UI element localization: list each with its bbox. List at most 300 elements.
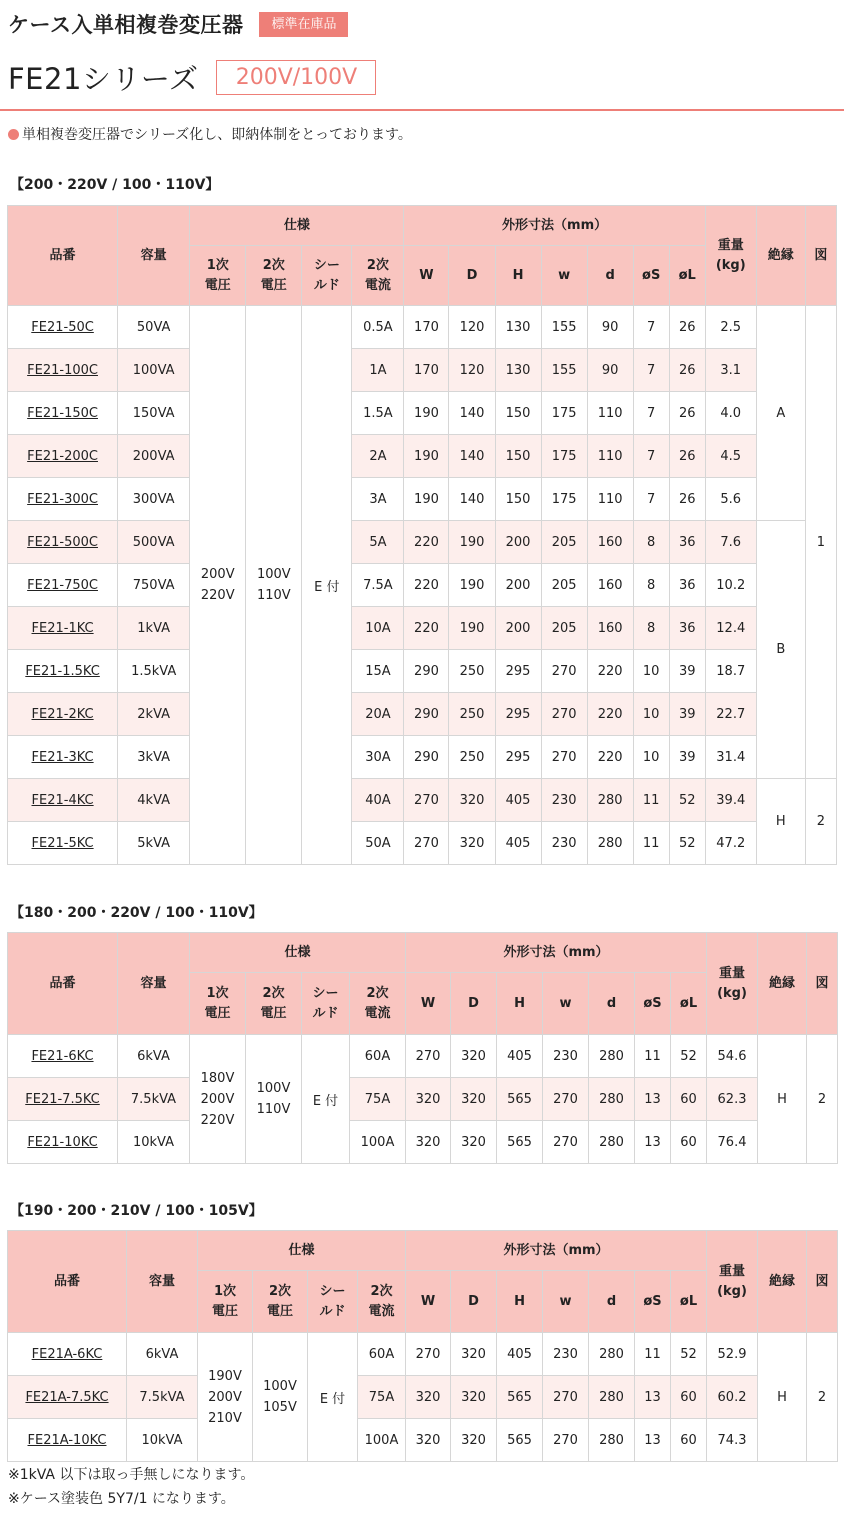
primary-voltage-cell: 200V 220V [190, 306, 246, 865]
weight-cell: 18.7 [705, 650, 756, 693]
capacity-cell: 1.5kVA [118, 650, 190, 693]
dim-W-cell: 320 [406, 1078, 451, 1121]
weight-cell: 4.5 [705, 435, 756, 478]
series-name: FE21シリーズ [8, 61, 199, 96]
title-row [8, 10, 348, 38]
dim-w-cell: 270 [543, 1419, 589, 1462]
dim-phi-s-cell: 10 [633, 736, 669, 779]
dim-W-cell: 290 [404, 693, 449, 736]
header-part-number: 品番 [8, 206, 118, 306]
current-cell: 0.5A [352, 306, 404, 349]
weight-cell: 39.4 [705, 779, 756, 822]
dim-D-cell: 320 [449, 822, 495, 865]
shield-cell: E 付 [308, 1333, 358, 1462]
dim-phi-l-cell: 26 [669, 306, 705, 349]
header-shield: シー ルド [302, 246, 352, 306]
header-H: H [497, 1271, 543, 1333]
header-D: D [451, 1271, 497, 1333]
dim-D-cell: 120 [449, 306, 495, 349]
table-row [8, 521, 837, 564]
capacity-cell: 4kVA [118, 779, 190, 822]
capacity-cell: 7.5kVA [127, 1376, 198, 1419]
bullet-dot-icon [8, 129, 19, 140]
header-shield: シー ルド [308, 1271, 358, 1333]
table-row [8, 1035, 838, 1078]
capacity-cell: 150VA [118, 392, 190, 435]
dim-w-cell: 270 [541, 736, 587, 779]
dim-w-cell: 230 [543, 1333, 589, 1376]
header-phi-l: øL [671, 973, 707, 1035]
dim-d-cell: 280 [589, 1078, 635, 1121]
dim-d-cell: 90 [587, 349, 633, 392]
part-number-link[interactable]: FE21-6KC [8, 1035, 118, 1078]
section-title-3: 【190・200・210V / 100・105V】 [10, 1203, 263, 1219]
header-phi-l: øL [669, 246, 705, 306]
dim-H-cell: 405 [495, 779, 541, 822]
dim-D-cell: 250 [449, 650, 495, 693]
dim-D-cell: 320 [451, 1035, 497, 1078]
section-title-1: 【200・220V / 100・110V】 [10, 177, 220, 193]
dim-D-cell: 190 [449, 521, 495, 564]
dim-phi-l-cell: 52 [671, 1333, 707, 1376]
dim-phi-l-cell: 60 [671, 1121, 707, 1164]
part-number-link[interactable]: FE21-300C [8, 478, 118, 521]
header-secondary-voltage: 2次 電圧 [253, 1271, 308, 1333]
dim-phi-l-cell: 36 [669, 564, 705, 607]
header-W: W [406, 1271, 451, 1333]
dim-phi-l-cell: 39 [669, 650, 705, 693]
table-row [8, 1376, 838, 1419]
dim-d-cell: 280 [587, 779, 633, 822]
primary-voltage-cell: 190V 200V 210V [198, 1333, 253, 1462]
dim-W-cell: 170 [404, 306, 449, 349]
dim-d-cell: 90 [587, 306, 633, 349]
intro-text: 単相複巻変圧器でシリーズ化し、即納体制をとっております。 [22, 127, 412, 143]
weight-cell: 10.2 [705, 564, 756, 607]
dim-phi-s-cell: 8 [633, 521, 669, 564]
weight-cell: 74.3 [707, 1419, 758, 1462]
insulation-cell: H [758, 1333, 807, 1462]
dim-phi-s-cell: 13 [635, 1121, 671, 1164]
dim-phi-l-cell: 36 [669, 521, 705, 564]
dim-D-cell: 320 [451, 1078, 497, 1121]
capacity-cell: 300VA [118, 478, 190, 521]
spec-table-1 [7, 205, 837, 865]
table-row [8, 779, 837, 822]
weight-cell: 47.2 [705, 822, 756, 865]
dim-W-cell: 220 [404, 607, 449, 650]
header-secondary-current: 2次 電流 [352, 246, 404, 306]
dim-d-cell: 110 [587, 392, 633, 435]
part-number-link[interactable]: FE21A-7.5KC [8, 1376, 127, 1419]
dim-W-cell: 170 [404, 349, 449, 392]
dim-d-cell: 280 [589, 1419, 635, 1462]
header-secondary-voltage: 2次 電圧 [246, 246, 302, 306]
dim-phi-s-cell: 8 [633, 564, 669, 607]
dim-w-cell: 230 [543, 1035, 589, 1078]
shield-cell: E 付 [302, 1035, 350, 1164]
dim-d-cell: 160 [587, 564, 633, 607]
dim-phi-s-cell: 7 [633, 478, 669, 521]
current-cell: 50A [352, 822, 404, 865]
current-cell: 3A [352, 478, 404, 521]
dim-w-cell: 270 [543, 1376, 589, 1419]
header-weight: 重量 (kg) [705, 206, 756, 306]
capacity-cell: 100VA [118, 349, 190, 392]
dim-phi-l-cell: 60 [671, 1078, 707, 1121]
current-cell: 75A [358, 1376, 406, 1419]
note-1: ※1kVA 以下は取っ手無しになります。 [8, 1467, 255, 1483]
table-row [8, 392, 837, 435]
table-row [8, 1419, 838, 1462]
dim-w-cell: 155 [541, 306, 587, 349]
divider [0, 109, 844, 111]
dim-W-cell: 220 [404, 521, 449, 564]
dim-H-cell: 200 [495, 607, 541, 650]
dim-D-cell: 140 [449, 435, 495, 478]
table-row [8, 607, 837, 650]
table-row [8, 306, 837, 349]
dim-d-cell: 220 [587, 650, 633, 693]
dim-w-cell: 205 [541, 521, 587, 564]
dim-w-cell: 270 [543, 1078, 589, 1121]
dim-w-cell: 270 [541, 693, 587, 736]
dim-phi-s-cell: 13 [635, 1419, 671, 1462]
insulation-cell: H [758, 1035, 807, 1164]
part-number-link[interactable]: FE21-200C [8, 435, 118, 478]
dim-H-cell: 565 [497, 1121, 543, 1164]
dim-D-cell: 190 [449, 607, 495, 650]
dim-phi-s-cell: 11 [633, 779, 669, 822]
dim-H-cell: 565 [497, 1078, 543, 1121]
table-row [8, 349, 837, 392]
insulation-cell: H [756, 779, 805, 865]
header-phi-l: øL [671, 1271, 707, 1333]
current-cell: 100A [350, 1121, 406, 1164]
current-cell: 1.5A [352, 392, 404, 435]
shield-cell: E 付 [302, 306, 352, 865]
spec-table-3 [7, 1230, 838, 1462]
dim-phi-l-cell: 26 [669, 349, 705, 392]
weight-cell: 5.6 [705, 478, 756, 521]
note-2: ※ケース塗装色 5Y7/1 になります。 [8, 1491, 235, 1507]
header-spec: 仕様 [198, 1231, 406, 1271]
current-cell: 5A [352, 521, 404, 564]
current-cell: 7.5A [352, 564, 404, 607]
dim-D-cell: 320 [451, 1419, 497, 1462]
dim-H-cell: 130 [495, 306, 541, 349]
dim-D-cell: 320 [451, 1121, 497, 1164]
dim-w-cell: 205 [541, 607, 587, 650]
current-cell: 40A [352, 779, 404, 822]
dim-H-cell: 130 [495, 349, 541, 392]
part-number-link[interactable]: FE21-1KC [8, 607, 118, 650]
part-number-link[interactable]: FE21-750C [8, 564, 118, 607]
capacity-cell: 200VA [118, 435, 190, 478]
dim-phi-s-cell: 7 [633, 306, 669, 349]
dim-phi-s-cell: 11 [633, 822, 669, 865]
dim-phi-l-cell: 60 [671, 1376, 707, 1419]
part-number-link[interactable]: FE21-1.5KC [8, 650, 118, 693]
dim-H-cell: 200 [495, 564, 541, 607]
part-number-link[interactable]: FE21-10KC [8, 1121, 118, 1164]
header-capacity: 容量 [118, 933, 190, 1035]
weight-cell: 31.4 [705, 736, 756, 779]
dim-d-cell: 160 [587, 521, 633, 564]
intro [8, 124, 412, 144]
header-D: D [449, 246, 495, 306]
header-part-number: 品番 [8, 1231, 127, 1333]
capacity-cell: 50VA [118, 306, 190, 349]
header-primary-voltage: 1次 電圧 [198, 1271, 253, 1333]
dim-phi-l-cell: 26 [669, 392, 705, 435]
dim-phi-s-cell: 13 [635, 1376, 671, 1419]
dim-W-cell: 320 [406, 1376, 451, 1419]
dim-W-cell: 220 [404, 564, 449, 607]
dim-D-cell: 140 [449, 478, 495, 521]
part-number-link[interactable]: FE21-5KC [8, 822, 118, 865]
table-row [8, 1078, 838, 1121]
capacity-cell: 2kVA [118, 693, 190, 736]
dim-d-cell: 220 [587, 693, 633, 736]
header-dimensions: 外形寸法（mm） [406, 933, 707, 973]
weight-cell: 3.1 [705, 349, 756, 392]
dim-w-cell: 205 [541, 564, 587, 607]
dim-phi-s-cell: 11 [635, 1035, 671, 1078]
dim-phi-s-cell: 7 [633, 349, 669, 392]
weight-cell: 7.6 [705, 521, 756, 564]
dim-W-cell: 270 [406, 1333, 451, 1376]
dim-w-cell: 155 [541, 349, 587, 392]
voltage-label: 200V/100V [216, 60, 376, 95]
part-number-link[interactable]: FE21A-6KC [8, 1333, 127, 1376]
header-figure: 図 [805, 206, 836, 306]
current-cell: 30A [352, 736, 404, 779]
dim-W-cell: 270 [404, 779, 449, 822]
dim-phi-l-cell: 36 [669, 607, 705, 650]
dim-phi-l-cell: 60 [671, 1419, 707, 1462]
dim-phi-s-cell: 13 [635, 1078, 671, 1121]
header-dimensions: 外形寸法（mm） [404, 206, 705, 246]
header-shield: シー ルド [302, 973, 350, 1035]
current-cell: 1A [352, 349, 404, 392]
capacity-cell: 10kVA [118, 1121, 190, 1164]
header-H: H [495, 246, 541, 306]
secondary-voltage-cell: 100V 110V [246, 306, 302, 865]
dim-W-cell: 270 [404, 822, 449, 865]
dim-d-cell: 280 [589, 1376, 635, 1419]
dim-w-cell: 230 [541, 822, 587, 865]
capacity-cell: 5kVA [118, 822, 190, 865]
dim-W-cell: 320 [406, 1121, 451, 1164]
weight-cell: 2.5 [705, 306, 756, 349]
dim-phi-l-cell: 26 [669, 478, 705, 521]
dim-D-cell: 140 [449, 392, 495, 435]
dim-W-cell: 290 [404, 650, 449, 693]
part-number-link[interactable]: FE21-500C [8, 521, 118, 564]
dim-H-cell: 405 [497, 1333, 543, 1376]
secondary-voltage-cell: 100V 110V [246, 1035, 302, 1164]
dim-H-cell: 150 [495, 478, 541, 521]
dim-H-cell: 405 [497, 1035, 543, 1078]
current-cell: 100A [358, 1419, 406, 1462]
secondary-voltage-cell: 100V 105V [253, 1333, 308, 1462]
primary-voltage-cell: 180V 200V 220V [190, 1035, 246, 1164]
part-number-link[interactable]: FE21-100C [8, 349, 118, 392]
capacity-cell: 500VA [118, 521, 190, 564]
dim-W-cell: 190 [404, 392, 449, 435]
current-cell: 60A [358, 1333, 406, 1376]
dim-W-cell: 190 [404, 478, 449, 521]
dim-H-cell: 295 [495, 736, 541, 779]
dim-D-cell: 250 [449, 693, 495, 736]
dim-d-cell: 280 [587, 822, 633, 865]
dim-H-cell: 150 [495, 392, 541, 435]
dim-H-cell: 295 [495, 693, 541, 736]
dim-phi-l-cell: 26 [669, 435, 705, 478]
header-W: W [406, 973, 451, 1035]
series-row [8, 58, 376, 96]
current-cell: 10A [352, 607, 404, 650]
dim-phi-s-cell: 10 [633, 693, 669, 736]
header-primary-voltage: 1次 電圧 [190, 246, 246, 306]
header-primary-voltage: 1次 電圧 [190, 973, 246, 1035]
weight-cell: 4.0 [705, 392, 756, 435]
dim-D-cell: 320 [449, 779, 495, 822]
table-row [8, 693, 837, 736]
dim-phi-s-cell: 11 [635, 1333, 671, 1376]
table-row [8, 435, 837, 478]
current-cell: 20A [352, 693, 404, 736]
header-phi-s: øS [635, 973, 671, 1035]
dim-d-cell: 280 [589, 1333, 635, 1376]
dim-W-cell: 290 [404, 736, 449, 779]
dim-w-cell: 175 [541, 435, 587, 478]
weight-cell: 60.2 [707, 1376, 758, 1419]
current-cell: 15A [352, 650, 404, 693]
part-number-link[interactable]: FE21A-10KC [8, 1419, 127, 1462]
header-phi-s: øS [635, 1271, 671, 1333]
current-cell: 60A [350, 1035, 406, 1078]
header-d: d [589, 973, 635, 1035]
header-secondary-current: 2次 電流 [350, 973, 406, 1035]
figure-cell: 2 [807, 1333, 838, 1462]
figure-cell: 1 [805, 306, 836, 779]
current-cell: 75A [350, 1078, 406, 1121]
weight-cell: 52.9 [707, 1333, 758, 1376]
header-spec: 仕様 [190, 933, 406, 973]
dim-phi-s-cell: 8 [633, 607, 669, 650]
header-d: d [587, 246, 633, 306]
weight-cell: 12.4 [705, 607, 756, 650]
dim-W-cell: 190 [404, 435, 449, 478]
dim-w-cell: 270 [541, 650, 587, 693]
header-w: w [543, 1271, 589, 1333]
part-number-link[interactable]: FE21-150C [8, 392, 118, 435]
weight-cell: 62.3 [707, 1078, 758, 1121]
capacity-cell: 7.5kVA [118, 1078, 190, 1121]
dim-phi-s-cell: 7 [633, 392, 669, 435]
dim-d-cell: 110 [587, 435, 633, 478]
capacity-cell: 6kVA [127, 1333, 198, 1376]
header-part-number: 品番 [8, 933, 118, 1035]
header-phi-s: øS [633, 246, 669, 306]
part-number-link[interactable]: FE21-7.5KC [8, 1078, 118, 1121]
section-title-2: 【180・200・220V / 100・110V】 [10, 905, 263, 921]
dim-W-cell: 270 [406, 1035, 451, 1078]
dim-phi-l-cell: 52 [671, 1035, 707, 1078]
dim-w-cell: 230 [541, 779, 587, 822]
header-D: D [451, 973, 497, 1035]
dim-H-cell: 150 [495, 435, 541, 478]
header-capacity: 容量 [127, 1231, 198, 1333]
header-capacity: 容量 [118, 206, 190, 306]
part-number-link[interactable]: FE21-50C [8, 306, 118, 349]
weight-cell: 54.6 [707, 1035, 758, 1078]
part-number-link[interactable]: FE21-4KC [8, 779, 118, 822]
dim-phi-s-cell: 7 [633, 435, 669, 478]
dim-H-cell: 405 [495, 822, 541, 865]
header-secondary-current: 2次 電流 [358, 1271, 406, 1333]
header-secondary-voltage: 2次 電圧 [246, 973, 302, 1035]
dim-phi-l-cell: 39 [669, 736, 705, 779]
part-number-link[interactable]: FE21-2KC [8, 693, 118, 736]
table-row [8, 1333, 838, 1376]
table-row [8, 478, 837, 521]
header-weight: 重量 (kg) [707, 1231, 758, 1333]
header-insulation: 絶縁 [758, 1231, 807, 1333]
dim-D-cell: 120 [449, 349, 495, 392]
dim-w-cell: 270 [543, 1121, 589, 1164]
dim-phi-l-cell: 52 [669, 822, 705, 865]
weight-cell: 76.4 [707, 1121, 758, 1164]
header-dimensions: 外形寸法（mm） [406, 1231, 707, 1271]
dim-d-cell: 280 [589, 1121, 635, 1164]
figure-cell: 2 [807, 1035, 838, 1164]
capacity-cell: 10kVA [127, 1419, 198, 1462]
dim-d-cell: 220 [587, 736, 633, 779]
header-spec: 仕様 [190, 206, 404, 246]
capacity-cell: 6kVA [118, 1035, 190, 1078]
spec-table-2 [7, 932, 838, 1164]
notes [8, 1463, 254, 1511]
dim-D-cell: 190 [449, 564, 495, 607]
dim-D-cell: 320 [451, 1333, 497, 1376]
page-title: ケース入単相複巻変圧器 [8, 13, 244, 37]
dim-phi-l-cell: 39 [669, 693, 705, 736]
dim-H-cell: 200 [495, 521, 541, 564]
table-row [8, 822, 837, 865]
stock-badge: 標準在庫品 [259, 12, 348, 37]
table-row [8, 1121, 838, 1164]
table-row [8, 736, 837, 779]
header-figure: 図 [807, 933, 838, 1035]
dim-H-cell: 565 [497, 1419, 543, 1462]
dim-w-cell: 175 [541, 392, 587, 435]
dim-W-cell: 320 [406, 1419, 451, 1462]
dim-phi-l-cell: 52 [669, 779, 705, 822]
part-number-link[interactable]: FE21-3KC [8, 736, 118, 779]
dim-H-cell: 565 [497, 1376, 543, 1419]
header-w: w [543, 973, 589, 1035]
dim-w-cell: 175 [541, 478, 587, 521]
table-row [8, 650, 837, 693]
insulation-cell: A [756, 306, 805, 521]
dim-d-cell: 280 [589, 1035, 635, 1078]
current-cell: 2A [352, 435, 404, 478]
capacity-cell: 750VA [118, 564, 190, 607]
header-H: H [497, 973, 543, 1035]
